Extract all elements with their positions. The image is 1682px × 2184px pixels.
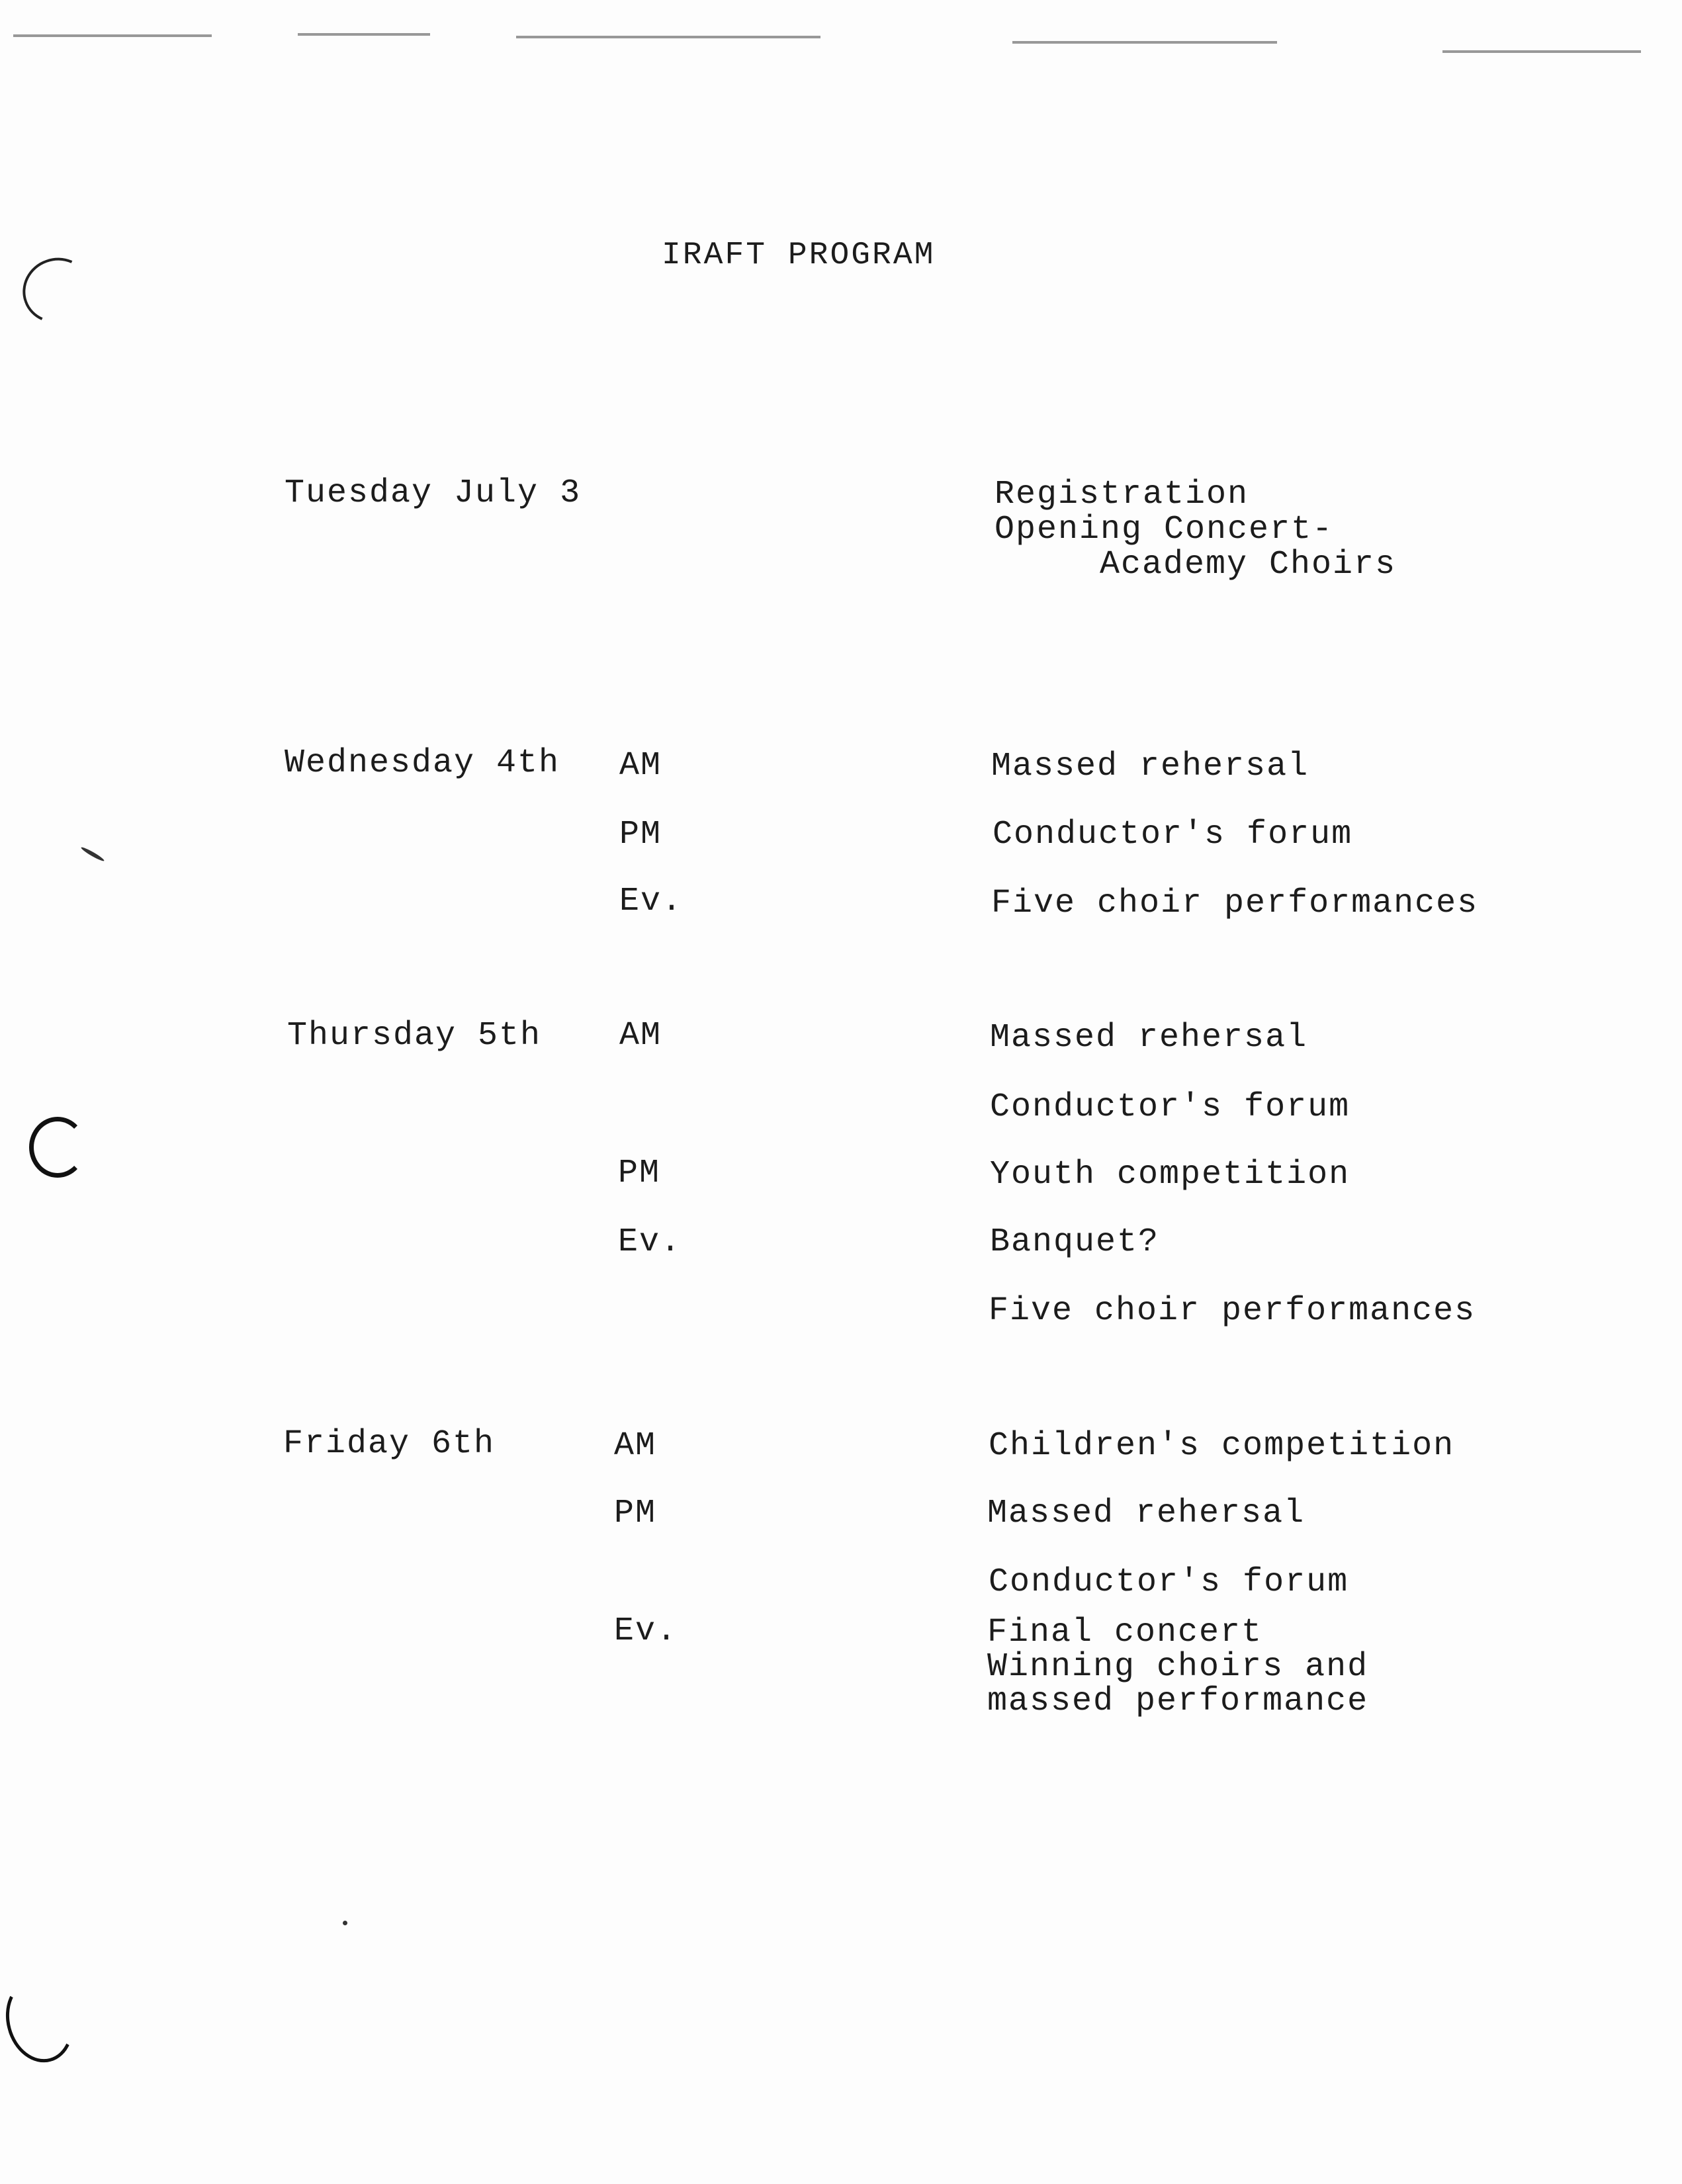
top-edge-artifact [298, 33, 430, 36]
stray-mark [80, 846, 105, 862]
top-edge-artifact [13, 34, 212, 37]
time-slot-am: AM [619, 747, 662, 785]
event-item: Massed rehersal [991, 748, 1309, 785]
event-item: Massed rehersal [987, 1495, 1306, 1532]
event-item: Conductor's forum [993, 816, 1353, 853]
event-item: Massed rehersal [990, 1019, 1308, 1057]
event-item: Winning choirs and [987, 1648, 1369, 1686]
event-item: Conductor's forum [989, 1563, 1349, 1601]
time-slot-am: AM [619, 1017, 662, 1055]
time-slot-evening: Ev. [614, 1612, 678, 1650]
day-label-thursday: Thursday 5th [287, 1017, 542, 1055]
event-item: Opening Concert- [995, 511, 1334, 548]
punch-hole-mark [0, 1971, 83, 2070]
day-label-wednesday: Wednesday 4th [285, 744, 560, 782]
event-item: Five choir performances [991, 885, 1479, 922]
time-slot-pm: PM [619, 816, 662, 853]
event-item: Registration [995, 476, 1249, 513]
time-slot-am: AM [614, 1427, 657, 1465]
event-item: Final concert [987, 1614, 1263, 1651]
day-label-friday: Friday 6th [283, 1425, 496, 1463]
top-edge-artifact [1442, 50, 1641, 53]
event-item: Children's competition [989, 1427, 1455, 1465]
time-slot-pm: PM [614, 1495, 657, 1532]
event-item: Youth competition [990, 1156, 1350, 1194]
time-slot-pm: PM [618, 1155, 661, 1192]
top-edge-artifact [516, 36, 820, 38]
time-slot-evening: Ev. [618, 1223, 682, 1261]
event-item: Banquet? [990, 1223, 1160, 1261]
event-item: massed performance [987, 1682, 1369, 1720]
punch-hole-mark [29, 1117, 86, 1178]
event-item: Conductor's forum [990, 1088, 1350, 1126]
top-edge-artifact [1012, 41, 1277, 44]
time-slot-evening: Ev. [619, 883, 684, 920]
document-title: IRAFT PROGRAM [662, 238, 936, 273]
stray-mark [343, 1921, 347, 1925]
event-item: Five choir performances [989, 1292, 1476, 1330]
event-item: Academy Choirs [1100, 546, 1397, 584]
day-label-tuesday: Tuesday July 3 [285, 474, 582, 512]
punch-hole-mark [13, 248, 100, 333]
